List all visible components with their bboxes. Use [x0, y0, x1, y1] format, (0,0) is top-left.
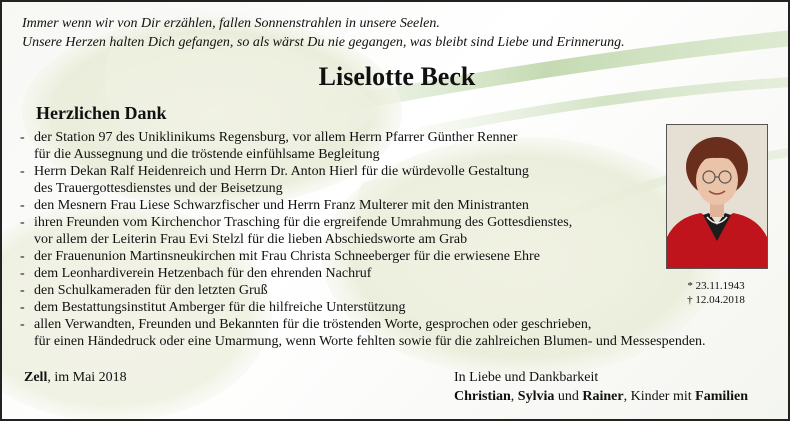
- portrait-photo: [666, 124, 768, 269]
- list-item: [16, 316, 706, 350]
- bullet-dash: -: [20, 198, 25, 213]
- place-name: Zell: [24, 370, 48, 385]
- thanks-heading: Herzlichen Dank: [36, 103, 167, 123]
- bullet-dash: -: [20, 130, 25, 145]
- list-item-text: den Mesnern Frau Liese Schwarzfischer und Herrn Franz Multerer mit den Ministranten: [34, 198, 529, 213]
- poem-line: Unsere Herzen halten Dich gefangen, so als wärst Du nie gegangen, was bleibt sind Liebe und Erinnerung.: [22, 35, 625, 50]
- bullet-dash: -: [20, 249, 25, 264]
- list-item: [16, 265, 706, 282]
- poem-line: Immer wenn wir von Dir erzählen, fallen Sonnenstrahlen in unsere Seelen.: [22, 16, 440, 31]
- signoff-intro: In Liebe und Dankbarkeit: [454, 370, 599, 385]
- list-item: [16, 248, 706, 265]
- list-item-text: für einen Händedruck oder eine Umarmung, wenn Worte fehlten sowie für die zahlreichen Blumen- und Messespenden.: [34, 334, 706, 349]
- list-item-text: den Schulkameraden für den letzten Gruß: [34, 283, 268, 298]
- list-item-text: für die Aussegnung und die tröstende einfühlsame Begleitung: [34, 147, 380, 162]
- memorial-poem: [22, 14, 625, 52]
- list-item-text: vor allem der Leiterin Frau Evi Stelzl für die lieben Abschiedsworte am Grab: [34, 232, 468, 247]
- list-item: [16, 299, 706, 316]
- signoff: [454, 368, 748, 406]
- signoff-name: Familien: [695, 389, 749, 404]
- bullet-dash: -: [20, 317, 25, 332]
- list-item-text: der Frauenunion Martinsneukirchen mit Frau Christa Schneeberger für die erwiesene Ehre: [34, 249, 540, 264]
- list-item: [16, 129, 706, 163]
- list-item: [16, 282, 706, 299]
- list-item-text: dem Leonhardiverein Hetzenbach für den ehrenden Nachruf: [34, 266, 372, 281]
- list-item: [16, 197, 706, 214]
- place-date: , im Mai 2018: [47, 370, 127, 385]
- list-item: [16, 214, 706, 248]
- deceased-name: Liselotte Beck: [318, 62, 476, 91]
- birth-date: * 23.11.1943: [687, 280, 745, 292]
- bullet-dash: -: [20, 283, 25, 298]
- list-item-text: Herrn Dekan Ralf Heidenreich und Herrn Dr. Anton Hierl für die würdevolle Gestaltung: [34, 164, 529, 179]
- list-item-text: der Station 97 des Uniklinikums Regensburg, vor allem Herrn Pfarrer Günther Renner: [34, 130, 518, 145]
- signoff-separator: und: [554, 389, 583, 404]
- death-date: † 12.04.2018: [687, 294, 745, 306]
- list-item-text: ihren Freunden vom Kirchenchor Trasching für die ergreifende Umrahmung des Gottesdienstes,: [34, 215, 573, 230]
- place-and-date: [24, 370, 127, 386]
- life-dates: [666, 279, 766, 307]
- bullet-dash: -: [20, 266, 25, 281]
- list-item-text: allen Verwandten, Freunden und Bekannten für die tröstenden Worte, gesprochen oder geschrieben,: [34, 317, 592, 332]
- signoff-separator: ,: [510, 389, 518, 404]
- bullet-dash: -: [20, 300, 25, 315]
- thanks-list: [16, 129, 706, 350]
- portrait-woman-icon: [667, 125, 767, 268]
- signoff-name: Sylvia: [517, 389, 555, 404]
- signoff-names: [454, 387, 748, 406]
- signoff-name: Christian: [454, 389, 511, 404]
- list-item: [16, 163, 706, 197]
- list-item-text: dem Bestattungsinstitut Amberger für die hilfreiche Unterstützung: [34, 300, 406, 315]
- bullet-dash: -: [20, 164, 25, 179]
- bullet-dash: -: [20, 215, 25, 230]
- signoff-name: Rainer: [582, 389, 624, 404]
- list-item-text: des Trauergottesdienstes und der Beisetzung: [34, 181, 283, 196]
- signoff-separator: , Kinder mit: [623, 389, 696, 404]
